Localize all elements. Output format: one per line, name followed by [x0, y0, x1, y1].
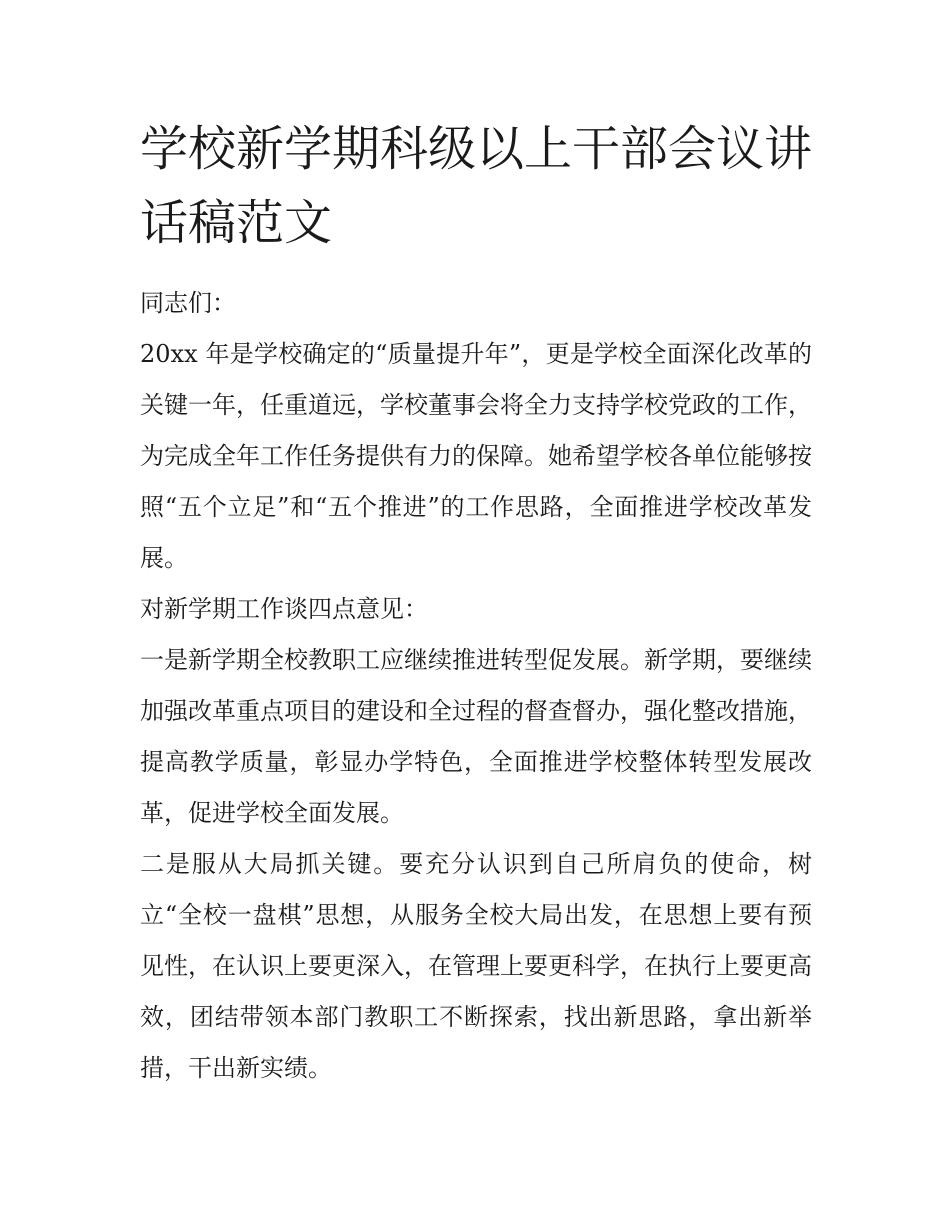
body-paragraph: 一是新学期全校教职工应继续推进转型促发展。新学期，要继续加强改革重点项目的建设和全过程的督查督办，强化整改措施，提高教学质量，彰显办学特色，全面推进学校整体转型发展改革，促进学校全面发展。: [140, 646, 812, 827]
body-paragraph: 20xx 年是学校确定的“质量提升年”，更是学校全面深化改革的关键一年，任重道远，学校董事会将全力支持学校党政的工作，为完成全年工作任务提供有力的保障。她希望学校各单位能够按照“五个立足”和“五个推进”的工作思路，全面推进学校改革发展。: [140, 340, 812, 572]
salutation-paragraph: 同志们：: [140, 289, 236, 317]
document-body: [140, 112, 812, 1094]
document-title: 学校新学期科级以上干部会议讲话稿范文: [140, 121, 813, 251]
body-paragraph: 对新学期工作谈四点意见：: [140, 595, 428, 623]
body-paragraph: 二是服从大局抓关键。要充分认识到自己所肩负的使命，树立“全校一盘棋”思想，从服务全校大局出发，在思想上要有预见性，在认识上要更深入，在管理上要更科学，在执行上要更高效，团结带领本部门教职工不断探索，找出新思路，拿出新举措，干出新实绩。: [140, 850, 812, 1082]
